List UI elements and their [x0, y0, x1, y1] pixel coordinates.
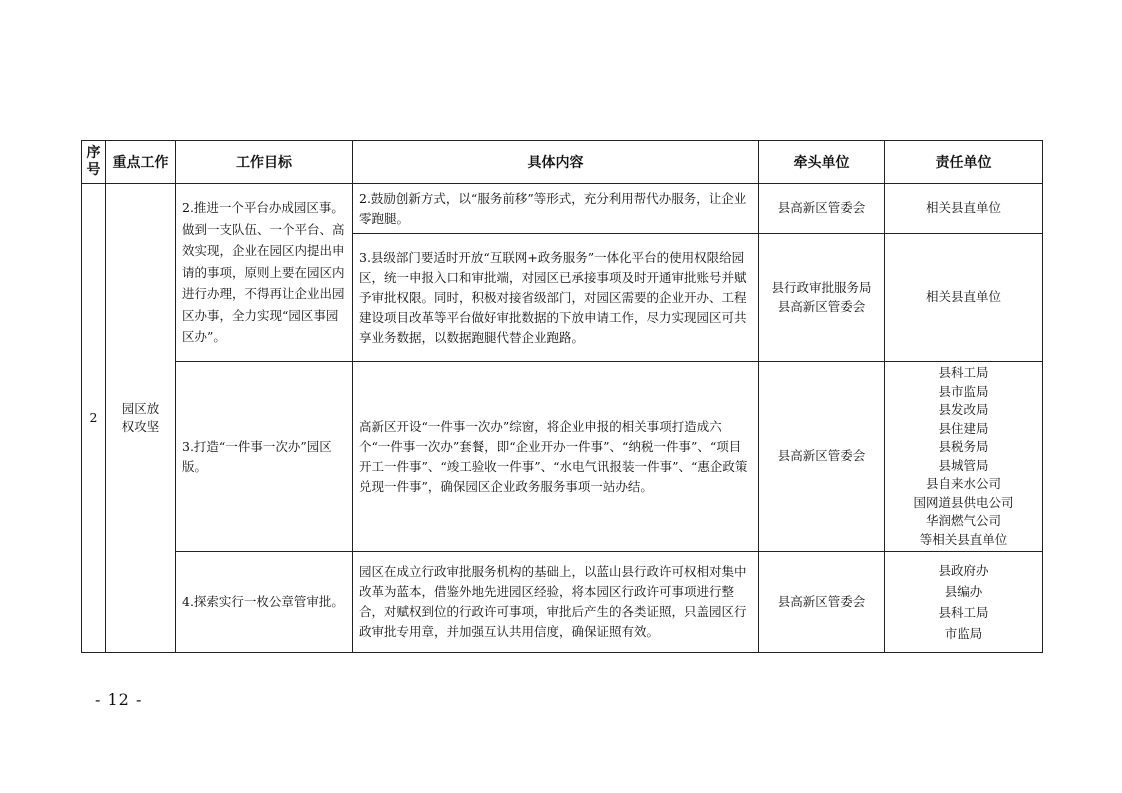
page-number: - 12 -: [95, 690, 143, 709]
goal-cell-1: 2.推进一个平台办成园区事。做到一支队伍、一个平台、高效实现，企业在园区内提出申请的事项，原则上要在园区内进行办理，不得再让企业出园区办事，全力实现“园区事园区办”。: [176, 184, 353, 362]
table-row: [82, 362, 1043, 552]
content-cell-4: 园区在成立行政审批服务机构的基础上，以蓝山县行政许可权相对集中改革为蓝本，借鉴外地先进园区经验，将本园区行政许可事项进行整合，对赋权到位的行政许可事项，审批后产生的各类证照，只盖园区行政审批专用章，并加强互认共用信度，确保证照有效。: [353, 552, 759, 653]
key-work-cell: 园区放权攻坚: [106, 184, 176, 653]
content-cell-2: 3.县级部门要适时开放“互联网+政务服务”一体化平台的使用权限给园区，统一申报入口和审批端，对园区已承接事项及时开通审批账号并赋予审批权限。同时，积极对接省级部门，对园区需要的企业开办、工程建设项目改革等平台做好审批数据的下放申请工作，尽力实现园区可共享业务数据，以数据跑腿代替企业跑路。: [353, 234, 759, 362]
resp-cell-4: 县政府办 县编办 县科工局 市监局: [885, 552, 1043, 653]
header-content: 具体内容: [353, 141, 759, 184]
lead-cell-4: 县高新区管委会: [759, 552, 885, 653]
header-lead: 牵头单位: [759, 141, 885, 184]
header-seq: 序 号: [82, 141, 106, 184]
goal-cell-3: 4.探索实行一枚公章管审批。: [176, 552, 353, 653]
resp-cell-3: 县科工局 县市监局 县发改局 县住建局 县税务局 县城管局 县自来水公司 国网道县供电公司 华润燃气公司 等相关县直单位: [885, 362, 1043, 552]
table-row: [82, 552, 1043, 653]
resp-cell-1: 相关县直单位: [885, 184, 1043, 234]
header-key-work: 重点工作: [106, 141, 176, 184]
lead-cell-2: 县行政审批服务局 县高新区管委会: [759, 234, 885, 362]
content-cell-1: 2.鼓励创新方式，以“服务前移”等形式，充分利用帮代办服务，让企业零跑腿。: [353, 184, 759, 234]
resp-cell-2: 相关县直单位: [885, 234, 1043, 362]
header-resp: 责任单位: [885, 141, 1043, 184]
table-header-row: [82, 141, 1043, 184]
header-goal: 工作目标: [176, 141, 353, 184]
goal-cell-2: 3.打造“一件事一次办”园区版。: [176, 362, 353, 552]
seq-cell: 2: [82, 184, 106, 653]
lead-cell-3: 县高新区管委会: [759, 362, 885, 552]
lead-cell-1: 县高新区管委会: [759, 184, 885, 234]
table-row: [82, 184, 1043, 234]
content-cell-3: 高新区开设“一件事一次办”综窗，将企业申报的相关事项打造成六个“一件事一次办”套餐，即“企业开办一件事”、“纳税一件事”、“项目开工一件事”、“竣工验收一件事”、“水电气讯报装一件事”、“惠企政策兑现一件事”，确保园区企业政务服务事项一站办结。: [353, 362, 759, 552]
work-table: [81, 140, 1043, 653]
